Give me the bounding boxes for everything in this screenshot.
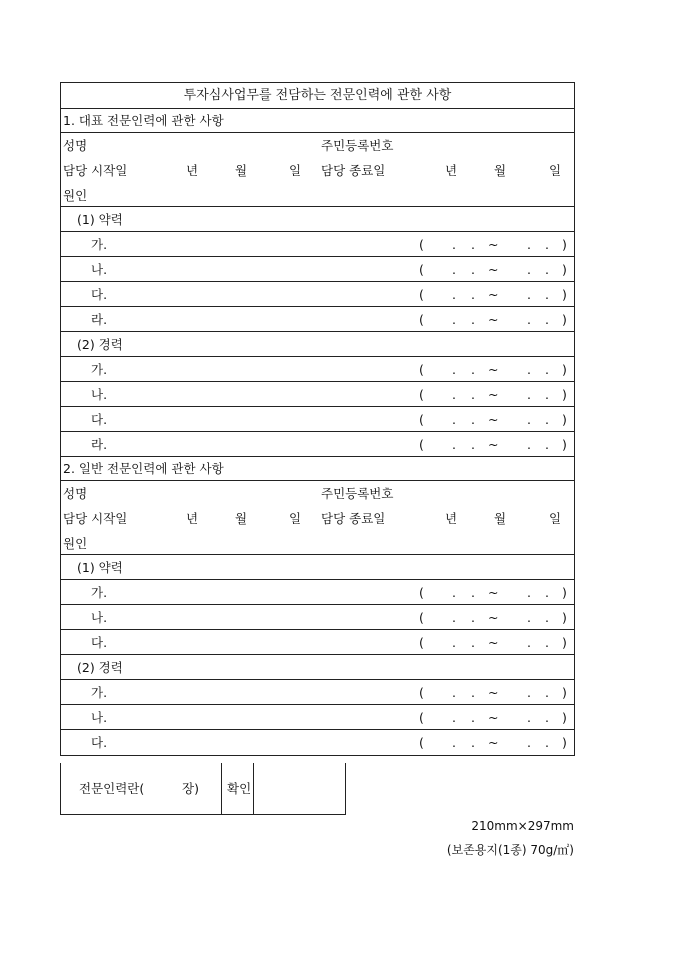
period-tilde: ~ (488, 387, 499, 402)
period-dot: . (527, 685, 531, 700)
period-dot: . (527, 585, 531, 600)
period-dot: . (471, 735, 475, 750)
period-dot: . (471, 387, 475, 402)
section-heading: 1. 대표 전문인력에 관한 사항 (61, 109, 574, 133)
pages-label: 전문인력란( (79, 781, 145, 796)
item-label: 가. (91, 237, 108, 252)
period-close-paren: ) (562, 237, 567, 252)
history-row[interactable] (61, 257, 574, 282)
period-dot: . (545, 585, 549, 600)
history-row[interactable] (61, 282, 574, 307)
period-open-paren: ( (419, 262, 424, 277)
period-dot: . (527, 735, 531, 750)
period-dot: . (527, 635, 531, 650)
end-day-label: 일 (549, 511, 562, 526)
period-dot: . (452, 635, 456, 650)
period-open-paren: ( (419, 237, 424, 252)
subsection-heading: (2) 경력 (61, 655, 574, 680)
item-label: 다. (91, 735, 108, 750)
period-tilde: ~ (488, 710, 499, 725)
item-label: 나. (91, 262, 108, 277)
history-row[interactable] (61, 605, 574, 630)
period-dot: . (471, 287, 475, 302)
period-dot: . (452, 312, 456, 327)
period-close-paren: ) (562, 262, 567, 277)
item-label: 라. (91, 312, 108, 327)
period-dot: . (545, 635, 549, 650)
subsection-heading: (2) 경력 (61, 332, 574, 357)
item-label: 다. (91, 412, 108, 427)
period-open-paren: ( (419, 710, 424, 725)
personnel-info (61, 481, 574, 555)
history-row[interactable] (61, 630, 574, 655)
period-dot: . (545, 362, 549, 377)
period-close-paren: ) (562, 710, 567, 725)
period-dot: . (471, 412, 475, 427)
period-open-paren: ( (419, 387, 424, 402)
period-close-paren: ) (562, 312, 567, 327)
name-label: 성명 (63, 486, 88, 501)
history-row[interactable] (61, 580, 574, 605)
period-dot: . (545, 685, 549, 700)
period-tilde: ~ (488, 635, 499, 650)
name-label: 성명 (63, 138, 88, 153)
period-dot: . (471, 437, 475, 452)
period-dot: . (471, 262, 475, 277)
period-close-paren: ) (562, 585, 567, 600)
period-tilde: ~ (488, 237, 499, 252)
period-dot: . (545, 735, 549, 750)
start-month-label: 월 (235, 163, 248, 178)
item-label: 가. (91, 362, 108, 377)
period-open-paren: ( (419, 312, 424, 327)
end-year-label: 년 (445, 511, 458, 526)
section-heading: 2. 일반 전문인력에 관한 사항 (61, 457, 574, 481)
reason-label: 원인 (63, 536, 88, 551)
period-dot: . (452, 287, 456, 302)
period-dot: . (452, 685, 456, 700)
rrn-label: 주민등록번호 (321, 486, 394, 501)
end-month-label: 월 (494, 511, 507, 526)
item-label: 나. (91, 710, 108, 725)
start-date-label: 담당 시작일 (63, 163, 128, 178)
period-dot: . (527, 362, 531, 377)
start-date-label: 담당 시작일 (63, 511, 128, 526)
period-dot: . (527, 610, 531, 625)
end-date-label: 담당 종료일 (321, 511, 386, 526)
period-dot: . (452, 710, 456, 725)
period-open-paren: ( (419, 437, 424, 452)
period-dot: . (452, 362, 456, 377)
history-row[interactable] (61, 232, 574, 257)
period-open-paren: ( (419, 585, 424, 600)
period-dot: . (452, 412, 456, 427)
period-tilde: ~ (488, 610, 499, 625)
paper-stock: (보존용지(1종) 70g/㎡) (446, 843, 574, 857)
history-row[interactable] (61, 432, 574, 457)
start-day-label: 일 (289, 511, 302, 526)
period-dot: . (452, 585, 456, 600)
history-row[interactable] (61, 730, 574, 755)
item-label: 가. (91, 685, 108, 700)
history-row[interactable] (61, 307, 574, 332)
pages-unit: 장) (182, 781, 199, 796)
start-day-label: 일 (289, 163, 302, 178)
period-open-paren: ( (419, 735, 424, 750)
period-dot: . (471, 312, 475, 327)
confirm-label: 확인 (227, 781, 252, 796)
period-close-paren: ) (562, 287, 567, 302)
history-row[interactable] (61, 705, 574, 730)
period-tilde: ~ (488, 287, 499, 302)
period-dot: . (471, 237, 475, 252)
period-dot: . (452, 735, 456, 750)
period-tilde: ~ (488, 735, 499, 750)
period-dot: . (545, 387, 549, 402)
start-year-label: 년 (186, 511, 199, 526)
period-dot: . (471, 585, 475, 600)
period-open-paren: ( (419, 610, 424, 625)
period-dot: . (545, 287, 549, 302)
expert-personnel-form (60, 82, 575, 756)
end-year-label: 년 (445, 163, 458, 178)
subsection-heading: (1) 약력 (61, 207, 574, 232)
period-dot: . (527, 262, 531, 277)
period-dot: . (527, 412, 531, 427)
end-day-label: 일 (549, 163, 562, 178)
period-dot: . (471, 710, 475, 725)
period-close-paren: ) (562, 685, 567, 700)
period-dot: . (545, 412, 549, 427)
period-close-paren: ) (562, 635, 567, 650)
period-dot: . (471, 610, 475, 625)
period-dot: . (452, 387, 456, 402)
period-close-paren: ) (562, 412, 567, 427)
period-close-paren: ) (562, 610, 567, 625)
period-dot: . (545, 237, 549, 252)
period-tilde: ~ (488, 412, 499, 427)
period-dot: . (527, 437, 531, 452)
item-label: 가. (91, 585, 108, 600)
period-tilde: ~ (488, 362, 499, 377)
period-dot: . (545, 437, 549, 452)
period-dot: . (545, 610, 549, 625)
period-tilde: ~ (488, 312, 499, 327)
period-dot: . (452, 262, 456, 277)
period-open-paren: ( (419, 685, 424, 700)
history-row[interactable] (61, 680, 574, 705)
start-month-label: 월 (235, 511, 248, 526)
period-dot: . (471, 635, 475, 650)
history-row[interactable] (61, 382, 574, 407)
personnel-info (61, 133, 574, 207)
history-row[interactable] (61, 357, 574, 382)
subsection-heading: (1) 약력 (61, 555, 574, 580)
end-date-label: 담당 종료일 (321, 163, 386, 178)
end-month-label: 월 (494, 163, 507, 178)
period-close-paren: ) (562, 362, 567, 377)
item-label: 나. (91, 610, 108, 625)
period-dot: . (452, 437, 456, 452)
period-dot: . (452, 237, 456, 252)
period-tilde: ~ (488, 262, 499, 277)
period-dot: . (545, 262, 549, 277)
period-dot: . (545, 312, 549, 327)
period-tilde: ~ (488, 585, 499, 600)
item-label: 다. (91, 287, 108, 302)
period-close-paren: ) (562, 735, 567, 750)
form-title: 투자심사업무를 전담하는 전문인력에 관한 사항 (61, 83, 574, 109)
period-dot: . (527, 387, 531, 402)
confirm-signature-field[interactable] (254, 763, 345, 814)
period-dot: . (527, 312, 531, 327)
period-dot: . (545, 710, 549, 725)
period-close-paren: ) (562, 387, 567, 402)
period-open-paren: ( (419, 287, 424, 302)
start-year-label: 년 (186, 163, 199, 178)
paper-size: 210mm×297mm (471, 819, 574, 833)
form-footer (60, 763, 346, 815)
period-tilde: ~ (488, 437, 499, 452)
period-open-paren: ( (419, 412, 424, 427)
period-open-paren: ( (419, 362, 424, 377)
rrn-label: 주민등록번호 (321, 138, 394, 153)
period-open-paren: ( (419, 635, 424, 650)
divider (221, 763, 222, 814)
item-label: 라. (91, 437, 108, 452)
period-dot: . (527, 237, 531, 252)
period-dot: . (471, 685, 475, 700)
item-label: 다. (91, 635, 108, 650)
period-dot: . (471, 362, 475, 377)
reason-label: 원인 (63, 188, 88, 203)
period-dot: . (527, 710, 531, 725)
period-close-paren: ) (562, 437, 567, 452)
period-dot: . (527, 287, 531, 302)
period-tilde: ~ (488, 685, 499, 700)
history-row[interactable] (61, 407, 574, 432)
item-label: 나. (91, 387, 108, 402)
period-dot: . (452, 610, 456, 625)
